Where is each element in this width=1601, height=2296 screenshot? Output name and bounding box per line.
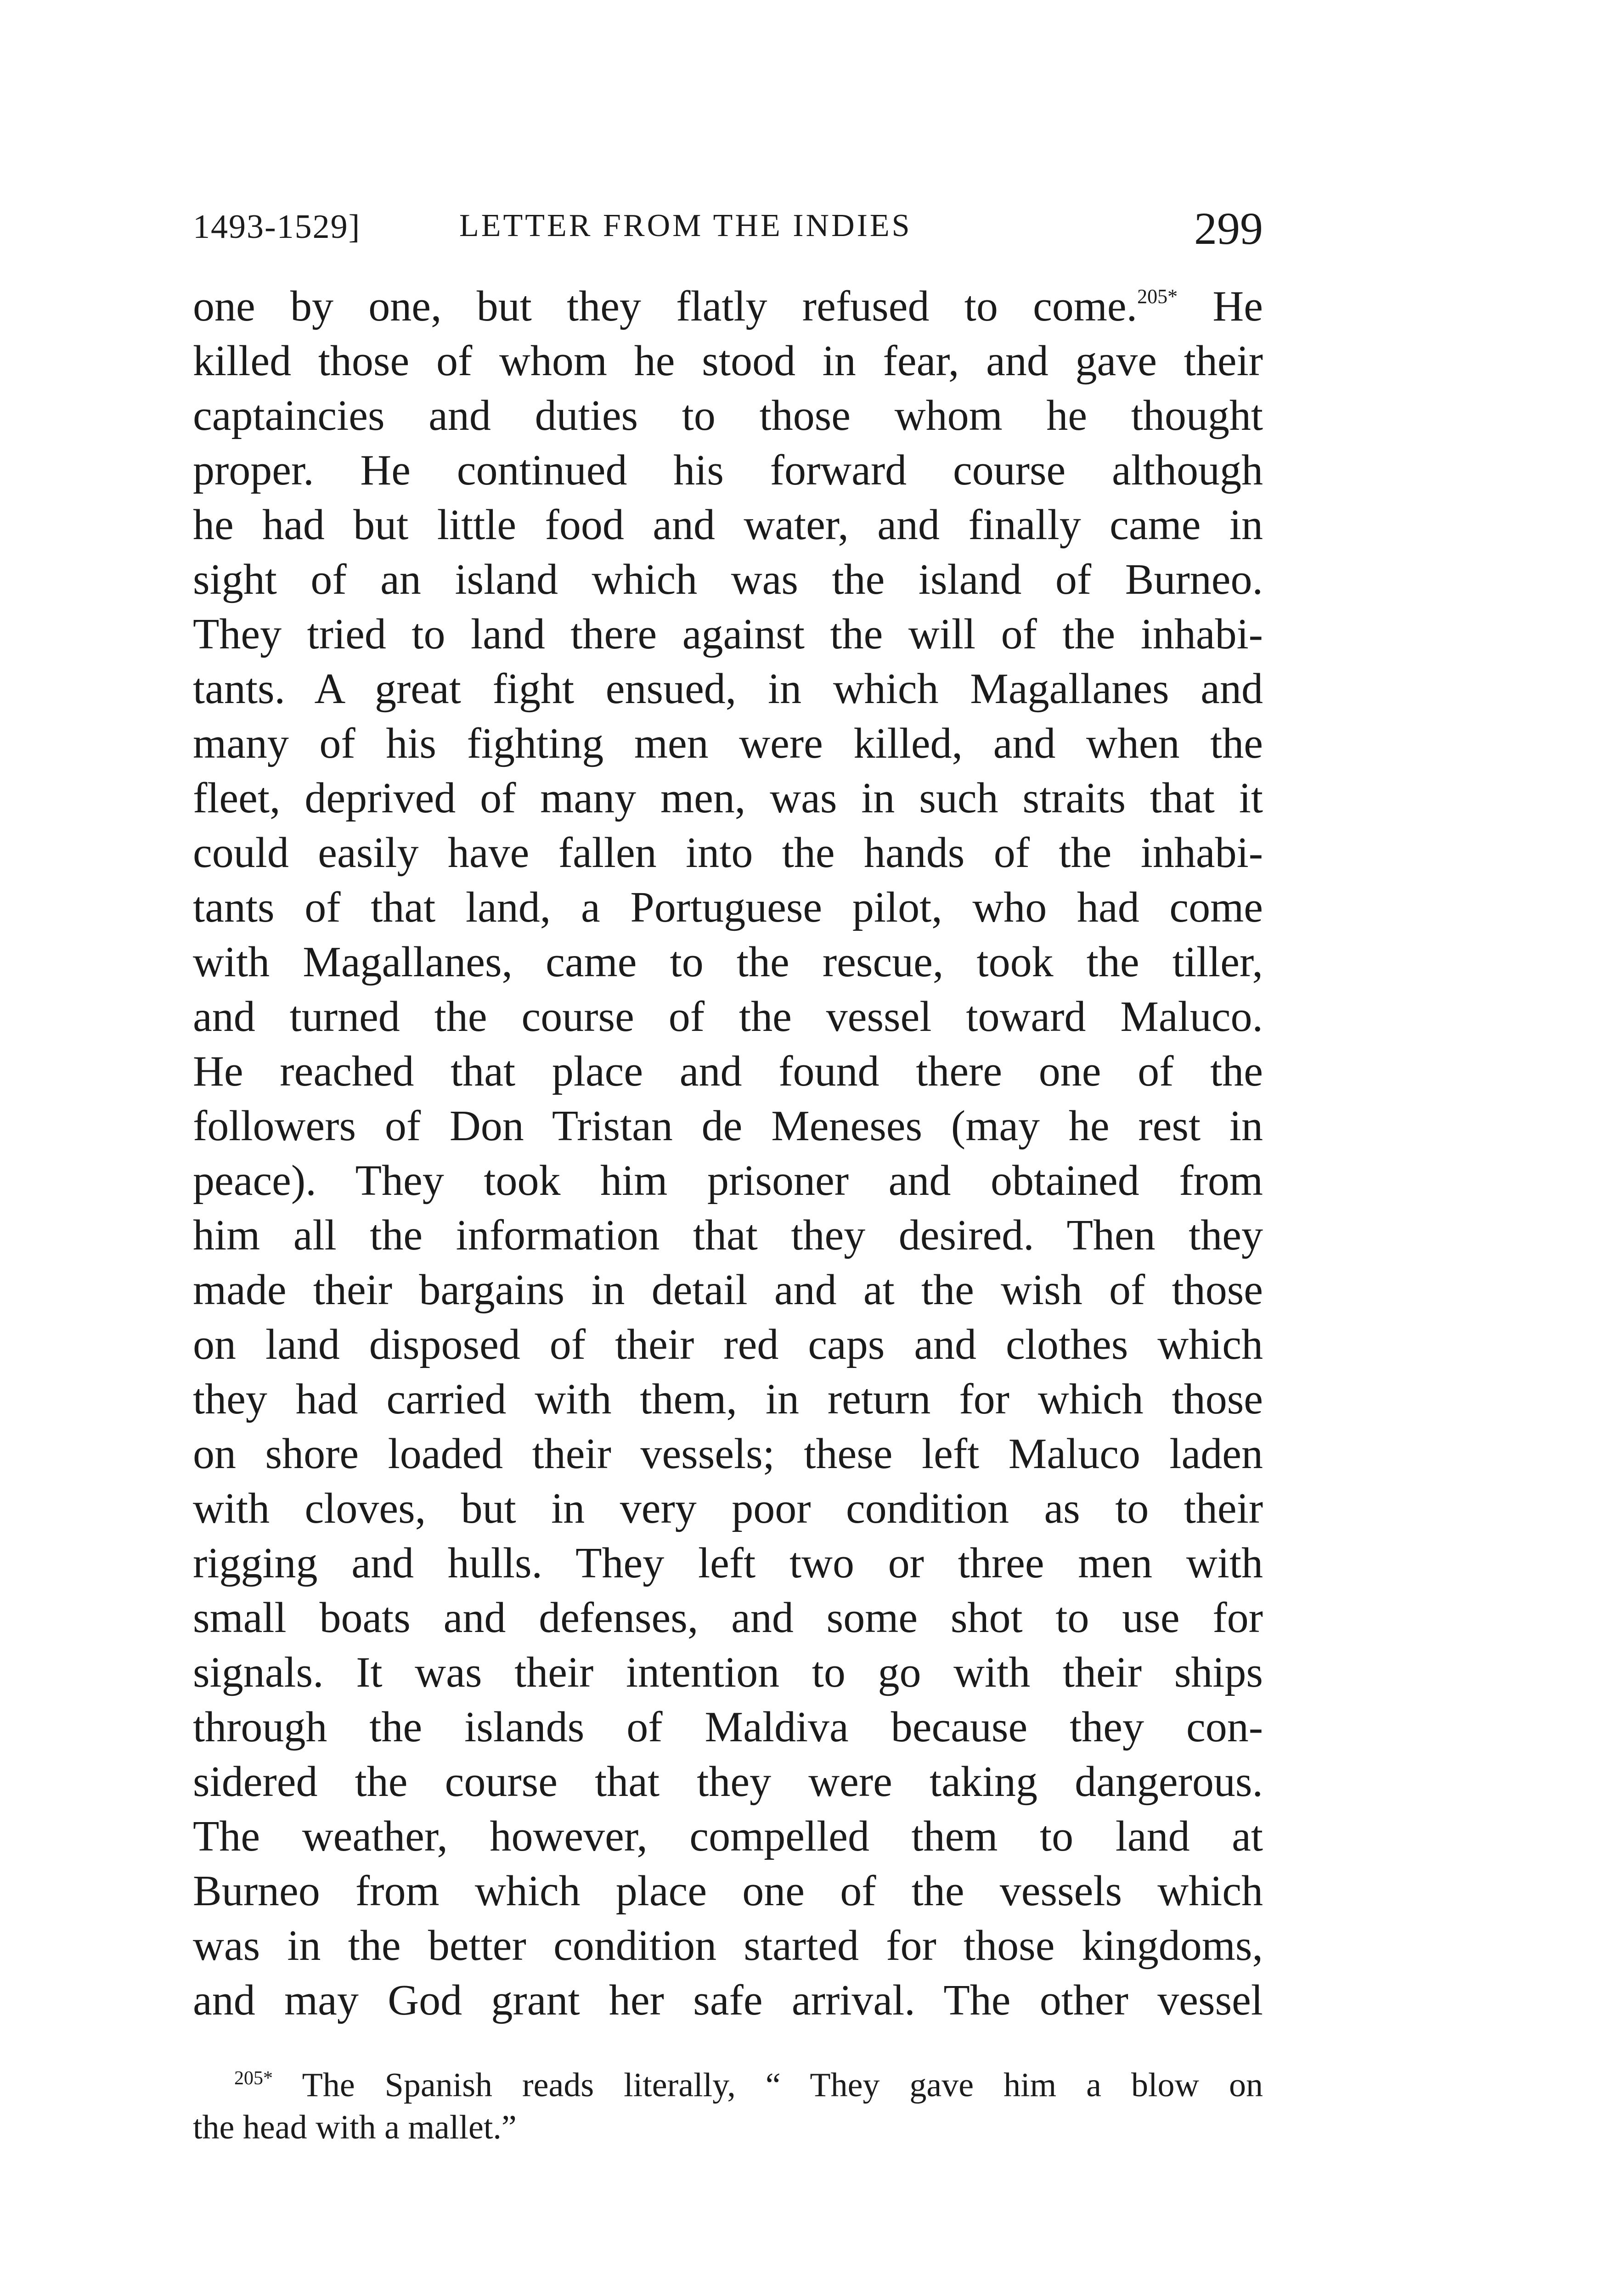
running-head-date-range: 1493-1529]	[193, 208, 361, 246]
text-line: sight of an island which was the island of Burneo.	[193, 556, 1263, 603]
text-line-segment: He	[1178, 282, 1263, 330]
text-line: tants of that land, a Portuguese pilot, who had come	[193, 884, 1263, 931]
text-line: tants. A great fight ensued, in which Magallanes and	[193, 665, 1263, 713]
text-line: and may God grant her safe arrival. The other vessel	[193, 1976, 1263, 2024]
text-line: him all the information that they desired. Then they	[193, 1211, 1263, 1259]
text-line: captaincies and duties to those whom he thought	[193, 392, 1263, 439]
text-line: he had but little food and water, and finally came in	[193, 501, 1263, 549]
text-line	[193, 279, 1263, 334]
text-line: through the islands of Maldiva because they con-	[193, 1703, 1263, 1751]
text-line: proper. He continued his forward course although	[193, 446, 1263, 494]
text-line: signals. It was their intention to go with their ships	[193, 1649, 1263, 1696]
text-line: with cloves, but in very poor condition as to their	[193, 1485, 1263, 1532]
running-head	[193, 202, 1263, 257]
text-line: He reached that place and found there one of the	[193, 1047, 1263, 1095]
text-line: on shore loaded their vessels; these left Maluco laden	[193, 1430, 1263, 1478]
text-line: was in the better condition started for those kingdoms,	[193, 1922, 1263, 1970]
text-line: The weather, however, compelled them to land at	[193, 1812, 1263, 1860]
text-line-segment: one by one, but they flatly refused to come.	[193, 282, 1138, 330]
text-line: Burneo from which place one of the vessels which	[193, 1867, 1263, 1915]
text-line: made their bargains in detail and at the wish of those	[193, 1266, 1263, 1314]
text-line: peace). They took him prisoner and obtained from	[193, 1157, 1263, 1204]
text-line: with Magallanes, came to the rescue, took the tiller,	[193, 938, 1263, 986]
body-text	[193, 279, 1263, 2028]
text-line: sidered the course that they were taking dangerous.	[193, 1758, 1263, 1806]
text-line: many of his fighting men were killed, and when the	[193, 720, 1263, 767]
text-line: They tried to land there against the will of the inhabi-	[193, 610, 1263, 658]
text-line: and turned the course of the vessel toward Maluco.	[193, 993, 1263, 1041]
text-line: small boats and defenses, and some shot to use for	[193, 1594, 1263, 1642]
footnote-reference: 205*	[1137, 285, 1178, 308]
text-line: fleet, deprived of many men, was in such straits that it	[193, 774, 1263, 822]
text-line: they had carried with them, in return for which those	[193, 1375, 1263, 1423]
footnote-line	[193, 2064, 1263, 2106]
footnote-line: the head with a mallet.”	[193, 2109, 517, 2146]
footnote-marker: 205*	[234, 2068, 273, 2089]
text-line: rigging and hulls. They left two or three men with	[193, 1539, 1263, 1587]
text-line: could easily have fallen into the hands of the inhabi-	[193, 829, 1263, 877]
text-line: on land disposed of their red caps and clothes which	[193, 1321, 1263, 1368]
text-line: followers of Don Tristan de Meneses (may he rest in	[193, 1102, 1263, 1150]
text-line: killed those of whom he stood in fear, and gave their	[193, 337, 1263, 385]
page-number: 299	[1194, 203, 1263, 254]
footnote	[193, 2064, 1263, 2149]
footnote-text: The Spanish reads literally, “ They gave him a blow on	[302, 2066, 1263, 2104]
running-head-title: LETTER FROM THE INDIES	[459, 208, 912, 243]
